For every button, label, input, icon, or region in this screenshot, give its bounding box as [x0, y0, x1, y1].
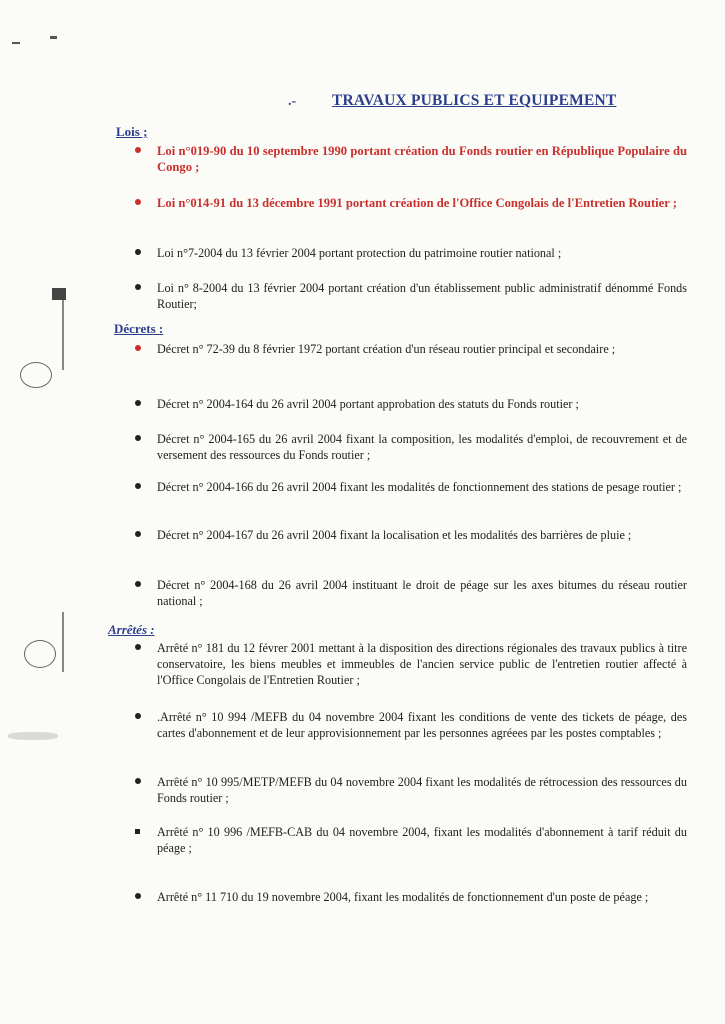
bullet-icon	[135, 644, 141, 650]
list-item	[135, 396, 687, 412]
bullet-icon	[135, 345, 141, 351]
item-text: Arrêté n° 11 710 du 19 novembre 2004, fixant les modalités de fonctionnement d'un poste de péage ;	[157, 890, 649, 904]
bullet-icon	[135, 713, 141, 719]
item-text: Décret n° 2004-165 du 26 avril 2004 fixant la composition, les modalités d'emploi, de recouvrement et de versement des ressources du Fonds routier ;	[157, 432, 687, 462]
page-title: TRAVAUX PUBLICS ET EQUIPEMENT	[332, 92, 617, 109]
bullet-icon	[135, 778, 141, 784]
scan-mark	[50, 36, 57, 39]
list-item	[135, 479, 687, 495]
section-heading-lois: Lois ;	[116, 124, 148, 139]
list-item	[135, 640, 687, 688]
scan-mark	[62, 612, 64, 672]
scan-mark	[62, 300, 64, 370]
bullet-icon	[135, 199, 141, 205]
title-row	[288, 92, 688, 114]
bullet-icon	[135, 483, 141, 489]
scan-mark	[12, 42, 20, 44]
bullet-icon	[135, 531, 141, 537]
binder-hole	[20, 362, 52, 388]
bullet-icon	[135, 284, 141, 290]
list-item	[135, 824, 687, 856]
list-item	[135, 709, 687, 741]
bullet-icon	[135, 893, 141, 899]
item-text: Décret n° 2004-167 du 26 avril 2004 fixant la localisation et les modalités des barrières de pluie ;	[157, 528, 632, 542]
section-heading-arretes: Arrêtés :	[108, 622, 155, 637]
item-text: Décret n° 2004-168 du 26 avril 2004 instituant le droit de péage sur les axes bitumes du réseau routier national ;	[157, 578, 687, 608]
item-text: Arrêté n° 181 du 12 févrer 2001 mettant à la disposition des directions régionales des travaux publics à titre conservatoire, les biens meubles et immeubles de l'ancien service public de l'entretien routier affecté à l'Office Congolais de l'Entretien Routier ;	[157, 641, 687, 687]
item-text: .Arrêté n° 10 994 /MEFB du 04 novembre 2004 fixant les conditions de vente des tickets de péage, des cartes d'abonnement et de leur approvisionnement par les personnes agréees par les postes comptables ;	[157, 710, 687, 740]
bullet-icon	[135, 581, 141, 587]
bullet-icon	[135, 400, 141, 406]
item-text: Arrêté n° 10 995/METP/MEFB du 04 novembre 2004 fixant les modalités de rétrocession des ressources du Fonds routier ;	[157, 775, 687, 805]
list-item	[135, 341, 687, 357]
bullet-icon	[135, 829, 140, 834]
item-text: Loi n°014-91 du 13 décembre 1991 portant création de l'Office Congolais de l'Entretien Routier ;	[157, 196, 677, 210]
list-item	[135, 143, 687, 175]
binder-hole	[24, 640, 56, 668]
scan-mark	[52, 288, 66, 300]
title-prefix: .-	[288, 94, 297, 109]
list-item	[135, 245, 687, 261]
item-text: Loi n°7-2004 du 13 février 2004 portant protection du patrimoine routier national ;	[157, 246, 562, 260]
item-text: Décret n° 2004-166 du 26 avril 2004 fixant les modalités de fonctionnement des stations de pesage routier ;	[157, 480, 682, 494]
list-item	[135, 195, 687, 211]
list-item	[135, 280, 687, 312]
list-item	[135, 431, 687, 463]
list-item	[135, 577, 687, 609]
scan-smudge	[8, 732, 58, 740]
item-text: Loi n° 8-2004 du 13 février 2004 portant création d'un établissement public administratif dénommé Fonds Routier;	[157, 281, 687, 311]
section-heading-decrets: Décrets :	[114, 321, 164, 336]
item-text: Arrêté n° 10 996 /MEFB-CAB du 04 novembre 2004, fixant les modalités d'abonnement à tarif réduit du péage ;	[157, 825, 687, 855]
item-text: Décret n° 72-39 du 8 février 1972 portant création d'un réseau routier principal et secondaire ;	[157, 342, 616, 356]
bullet-icon	[135, 147, 141, 153]
list-item	[135, 527, 687, 543]
item-text: Loi n°019-90 du 10 septembre 1990 portant création du Fonds routier en République Populaire du Congo ;	[157, 144, 687, 174]
item-text: Décret n° 2004-164 du 26 avril 2004 portant approbation des statuts du Fonds routier ;	[157, 397, 579, 411]
list-item	[135, 774, 687, 806]
bullet-icon	[135, 435, 141, 441]
list-item	[135, 889, 687, 905]
bullet-icon	[135, 249, 141, 255]
